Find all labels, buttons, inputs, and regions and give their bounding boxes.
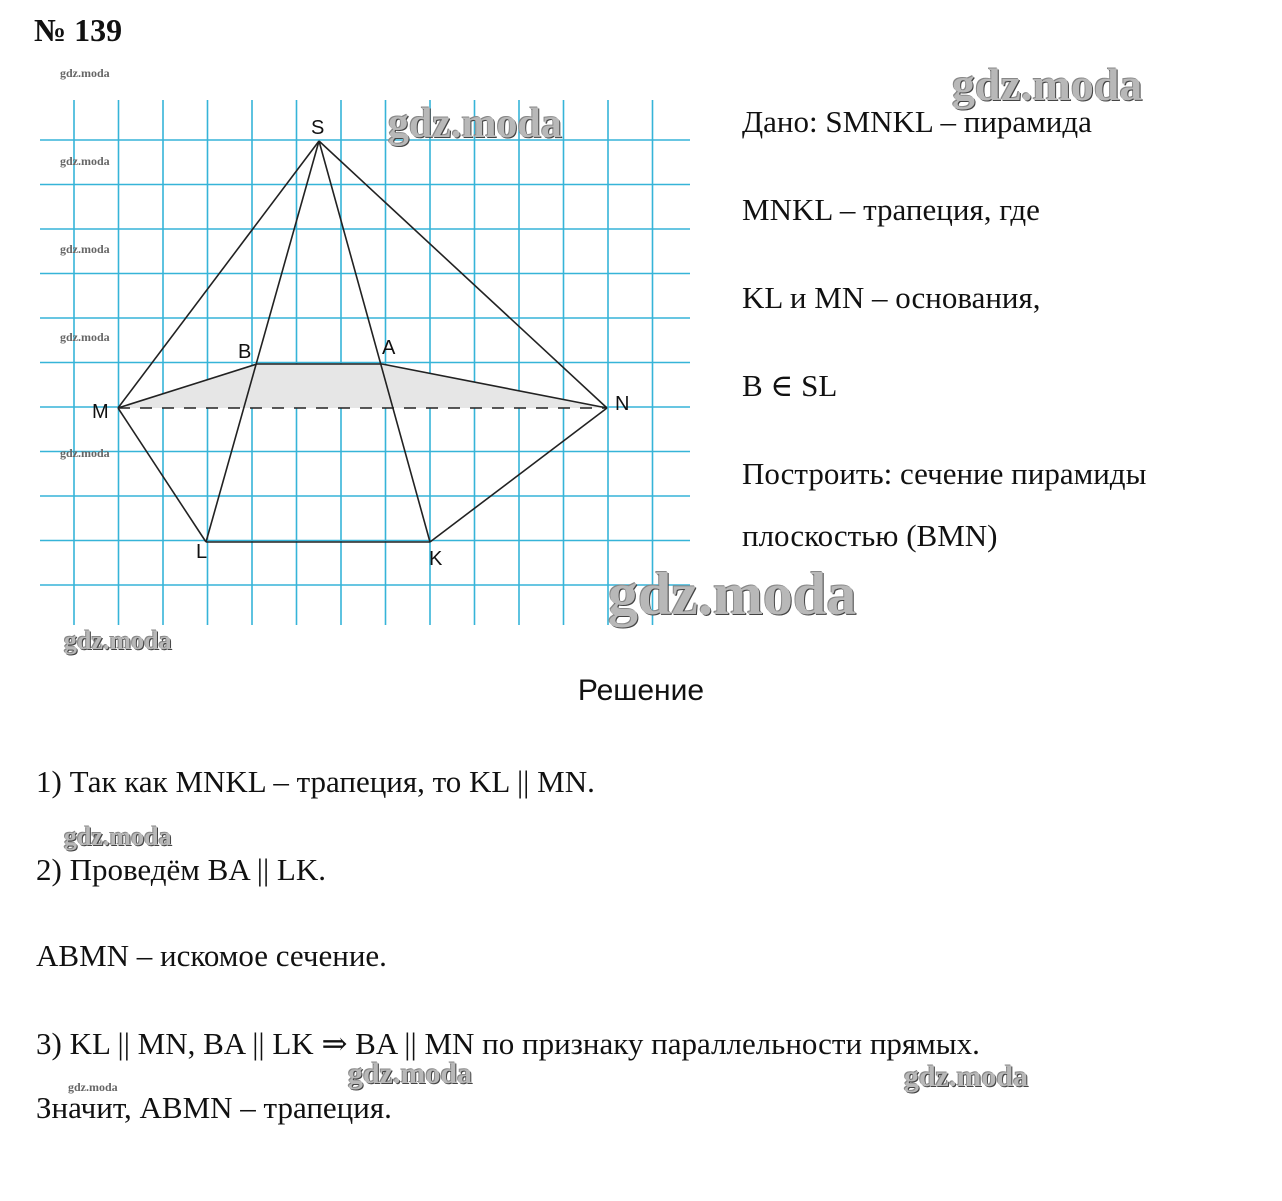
watermark: gdz.moda (608, 561, 857, 627)
given-line-4: B ∈ SL (742, 368, 838, 403)
watermark: gdz.moda (388, 101, 562, 147)
solution-step-2: 2) Проведём BA || LK. (36, 852, 327, 887)
watermark: gdz.moda (904, 1060, 1029, 1093)
label-s: S (311, 117, 325, 139)
given-line-2: MNKL – трапеция, где (742, 192, 1040, 227)
label-l: L (196, 541, 208, 563)
watermark-small: gdz.moda (68, 1080, 118, 1094)
task-number: № 139 (34, 12, 123, 48)
edge-sl (206, 141, 319, 542)
given-line-6: плоскостью (BMN) (742, 518, 998, 553)
solution-step-4: 3) KL || MN, BA || LK ⇒ BA || MN по признаку параллельности прямых. (36, 1026, 980, 1061)
watermark-small: gdz.moda (60, 154, 110, 168)
watermark-small: gdz.moda (60, 242, 110, 256)
solution-title: Решение (577, 674, 705, 707)
watermark: gdz.moda (64, 822, 172, 851)
label-a: A (382, 337, 396, 359)
watermark: gdz.moda (64, 626, 172, 655)
label-n: N (615, 393, 630, 415)
label-b: B (238, 341, 252, 363)
section-abmn-fill (118, 364, 607, 408)
label-k: K (429, 548, 443, 570)
watermark-small: gdz.moda (60, 66, 110, 80)
solution-step-1: 1) Так как MNKL – трапеция, то KL || MN. (36, 764, 595, 799)
edge-sk (319, 141, 430, 542)
given-line-3: KL и MN – основания, (742, 280, 1041, 315)
solution-step-5: Значит, ABMN – трапеция. (36, 1090, 392, 1125)
grid (40, 100, 690, 625)
watermark-small: gdz.moda (60, 446, 110, 460)
edge-ml (118, 408, 206, 542)
label-m: M (92, 401, 109, 423)
watermark: gdz.moda (348, 1057, 473, 1090)
solution-step-3: ABMN – искомое сечение. (36, 938, 387, 973)
given-line-5: Построить: сечение пирамиды (742, 456, 1147, 491)
watermark-small: gdz.moda (60, 330, 110, 344)
given-line-1: Дано: SMNKL – пирамида (742, 104, 1092, 139)
watermark: gdz.moda (952, 59, 1143, 110)
